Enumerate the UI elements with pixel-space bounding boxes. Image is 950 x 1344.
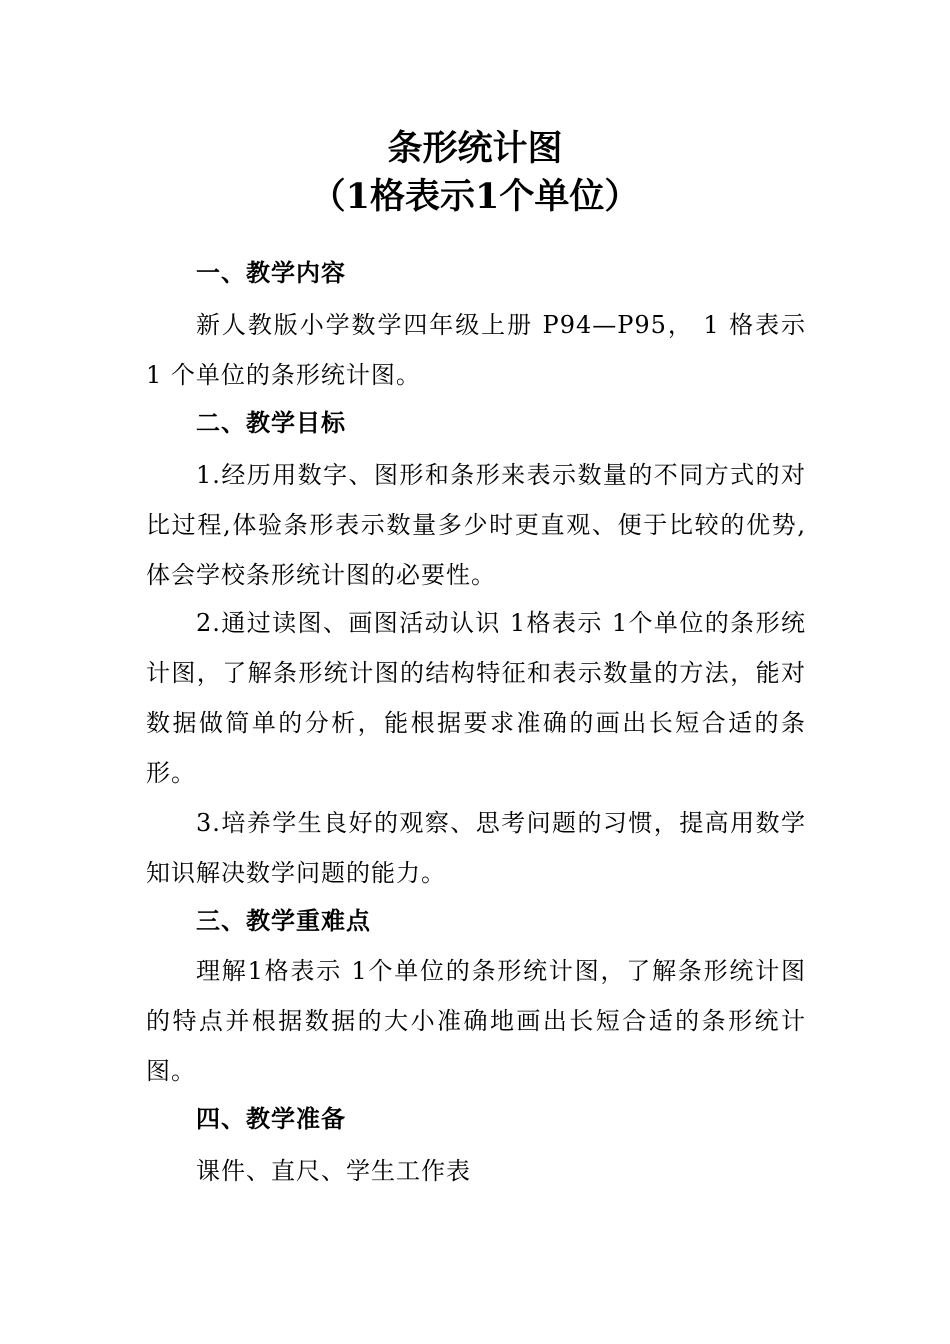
paragraph-objective-3: 3.培养学生良好的观察、思考问题的习惯，提高用数学知识解决数学问题的能力。 — [146, 809, 806, 887]
section-heading-objectives: 二、教学目标 — [196, 408, 346, 437]
document-subtitle: （1格表示1个单位） — [310, 176, 640, 217]
paragraph-content: 新人教版小学数学四年级上册 P94—P95， 1 格表示 1 个单位的条形统计图。 — [146, 311, 806, 389]
document-title: 条形统计图 — [387, 128, 563, 169]
paragraph-preparation: 课件、直尺、学生工作表 — [196, 1157, 471, 1185]
paragraph-objective-2: 2.通过读图、画图活动认识 1格表示 1个单位的条形统计图，了解条形统计图的结构特征和表示数量的方法，能对数据做简单的分析，能根据要求准确的画出长短合适的条形。 — [146, 609, 806, 787]
section-heading-key-points: 三、教学重难点 — [196, 906, 371, 935]
section-heading-content: 一、教学内容 — [196, 258, 346, 287]
paragraph-key-points: 理解1格表示 1个单位的条形统计图，了解条形统计图的特点并根据数据的大小准确地画出长短合适的条形统计图。 — [146, 957, 806, 1085]
section-heading-preparation: 四、教学准备 — [196, 1104, 346, 1133]
paragraph-objective-1: 1.经历用数字、图形和条形来表示数量的不同方式的对比过程,体验条形表示数量多少时更直观、便于比较的优势,体会学校条形统计图的必要性。 — [146, 461, 806, 589]
